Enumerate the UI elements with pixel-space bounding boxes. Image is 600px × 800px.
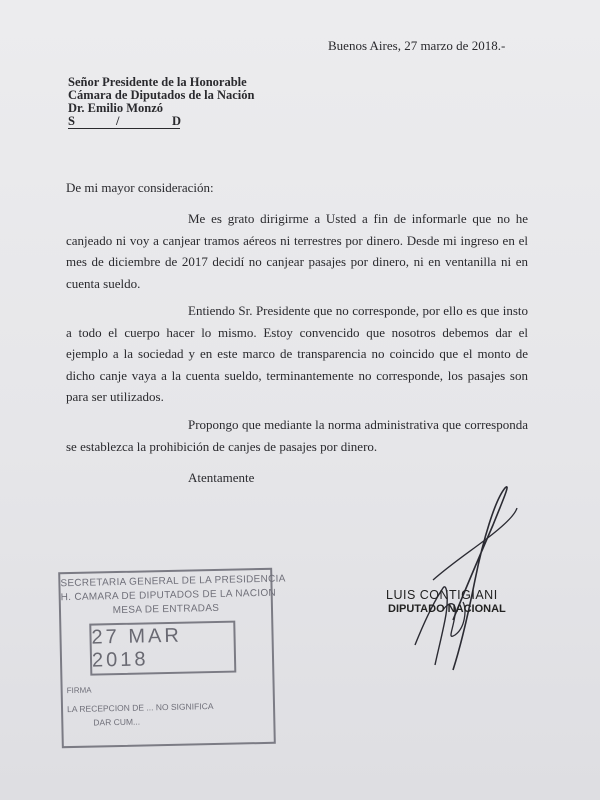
signatory-title: DIPUTADO NACIONAL bbox=[388, 603, 506, 615]
paragraph-3 bbox=[66, 414, 528, 457]
addressee-line-3: Dr. Emilio Monzó bbox=[68, 101, 164, 115]
letter-date: Buenos Aires, 27 marzo de 2018.- bbox=[328, 38, 506, 53]
sd-d-label: D bbox=[172, 114, 182, 128]
stamp-line-1: SECRETARIA GENERAL DE LA PRESIDENCIA bbox=[60, 573, 286, 590]
stamp-bottom-line-2: DAR CUM... bbox=[93, 716, 141, 728]
sd-s-label: S bbox=[68, 114, 75, 128]
stamp-date-box bbox=[89, 621, 236, 676]
reception-stamp bbox=[58, 568, 286, 748]
paragraph-1-text: Me es grato dirigirme a Usted a fin de informarle que no he canjeado ni voy a canjear tramos aéreos ni terrestres por dinero. Desde mi ingreso en el mes de diciembre de 2017 decidí no canjear pasajes por dinero, ni en ventanilla ni en cuenta sueldo. bbox=[66, 211, 528, 291]
paragraph-2-text: Entiendo Sr. Presidente que no corresponde, por ello es que insto a todo el cuerpo hacer lo mismo. Estoy convencido que nosotros debemos dar el ejemplo a la sociedad y en este marco de transparencia no coincido que el monto de dicho canje vaya a la cuenta sueldo, terminantemente no corresponde, los pasajes son para ser utilizados. bbox=[66, 303, 528, 404]
stamp-line-3: MESA DE ENTRADAS bbox=[112, 602, 220, 617]
paragraph-1 bbox=[66, 208, 528, 294]
sd-line bbox=[68, 115, 180, 129]
sd-slash: / bbox=[116, 114, 120, 128]
addressee-block bbox=[68, 76, 254, 129]
closing: Atentamente bbox=[188, 470, 255, 485]
handwritten-signature bbox=[395, 470, 535, 680]
paragraph-3-text: Propongo que mediante la norma administrativa que corresponda se establezca la prohibición de canjes de pasajes por dinero. bbox=[66, 417, 528, 454]
paragraph-2 bbox=[66, 300, 528, 408]
addressee-line-2: Cámara de Diputados de la Nación bbox=[68, 88, 255, 102]
stamp-line-2: H. CAMARA DE DIPUTADOS DE LA NACION bbox=[60, 587, 277, 604]
greeting: De mi mayor consideración: bbox=[66, 180, 214, 195]
stamp-date: 27 MAR 2018 bbox=[91, 624, 183, 672]
addressee-line-1: Señor Presidente de la Honorable bbox=[68, 75, 247, 89]
stamp-firma-label: FIRMA bbox=[66, 685, 92, 696]
signatory-name: LUIS CONTIGIANI bbox=[386, 588, 498, 602]
stamp-bottom-line-1: LA RECEPCION DE ... NO SIGNIFICA bbox=[66, 701, 214, 715]
